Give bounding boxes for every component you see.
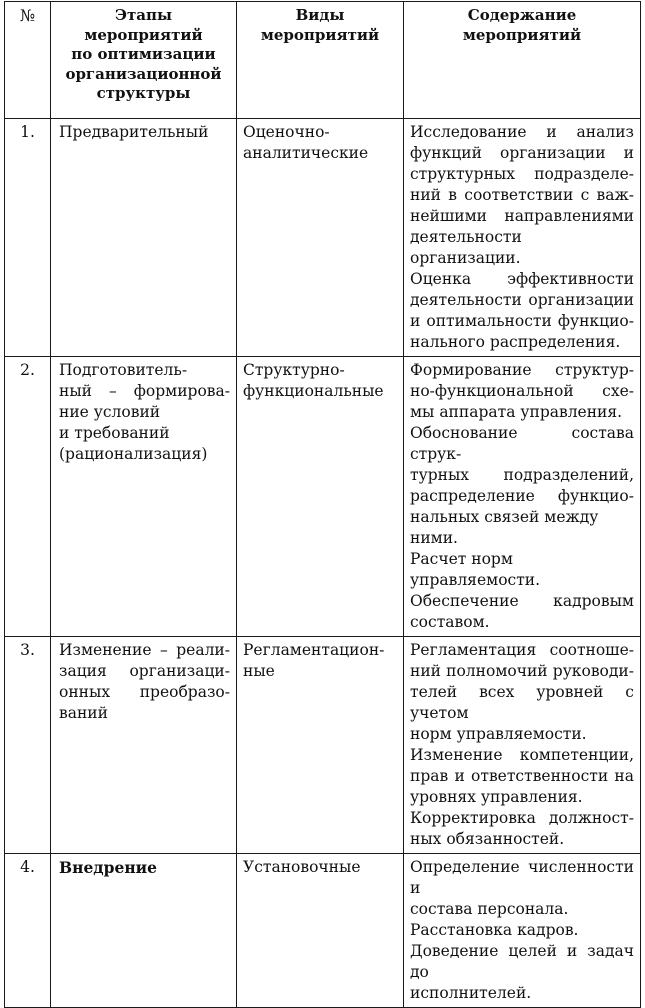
table-row <box>5 854 641 1008</box>
content-paragraph: Обоснование состава струк- турных подразделений, распределение функцио- нальных связей между ними. <box>410 424 634 547</box>
optimization-table <box>4 1 641 1008</box>
stage-cell: Подготовитель- ный – формирова- ние условий и требований (рационализация) <box>51 357 237 637</box>
content-paragraph: Исследование и анализ функций организации и структурных подразделе- ний в соответствии с важ- нейшими направлениями деятельности организации. <box>410 123 634 267</box>
row-number: 2. <box>5 357 51 637</box>
content-paragraph: Изменение компетенции, прав и ответственности на уровнях управления. <box>410 746 634 806</box>
header-stages: Этапы мероприятий по оптимизации организационной структуры <box>51 2 237 119</box>
content-paragraph: Определение численности и состава персонала. <box>410 858 634 918</box>
header-row <box>5 2 641 119</box>
stage-cell: Внедрение <box>51 854 237 1008</box>
content-cell <box>404 119 641 357</box>
content-cell <box>404 854 641 1008</box>
stage-cell: Предварительный <box>51 119 237 357</box>
row-number: 3. <box>5 637 51 854</box>
type-cell: Регламентацион- ные <box>237 637 404 854</box>
content-paragraph: Регламентация соотноше- ний полномочий руководи- телей всех уровней с учетом норм управляемости. <box>410 641 634 743</box>
content-paragraph: Доведение целей и задач до исполнителей. <box>410 942 634 1002</box>
content-paragraph: Формирование структур- но-функциональной схе- мы аппарата управления. <box>410 361 634 421</box>
content-paragraph: Корректировка должност- ных обязанностей. <box>410 809 634 848</box>
table-row <box>5 357 641 637</box>
header-content: Содержание мероприятий <box>404 2 641 119</box>
content-cell <box>404 637 641 854</box>
row-number: 4. <box>5 854 51 1008</box>
header-number: № <box>5 2 51 119</box>
table-row <box>5 119 641 357</box>
content-paragraph: Расстановка кадров. <box>410 921 579 939</box>
content-paragraph: Расчет норм управляемости. <box>410 550 541 589</box>
table-row <box>5 637 641 854</box>
header-types: Виды мероприятий <box>237 2 404 119</box>
row-number: 1. <box>5 119 51 357</box>
content-paragraph: Оценка эффективности деятельности организации и оптимальности функцио- нального распределения. <box>410 270 634 351</box>
type-cell: Структурно- функциональные <box>237 357 404 637</box>
type-cell: Установочные <box>237 854 404 1008</box>
content-cell <box>404 357 641 637</box>
content-paragraph: Обеспечение кадровым составом. <box>410 592 634 631</box>
stage-cell: Изменение – реали- зация организаци- онных преобразо- ваний <box>51 637 237 854</box>
type-cell: Оценочно- аналитические <box>237 119 404 357</box>
